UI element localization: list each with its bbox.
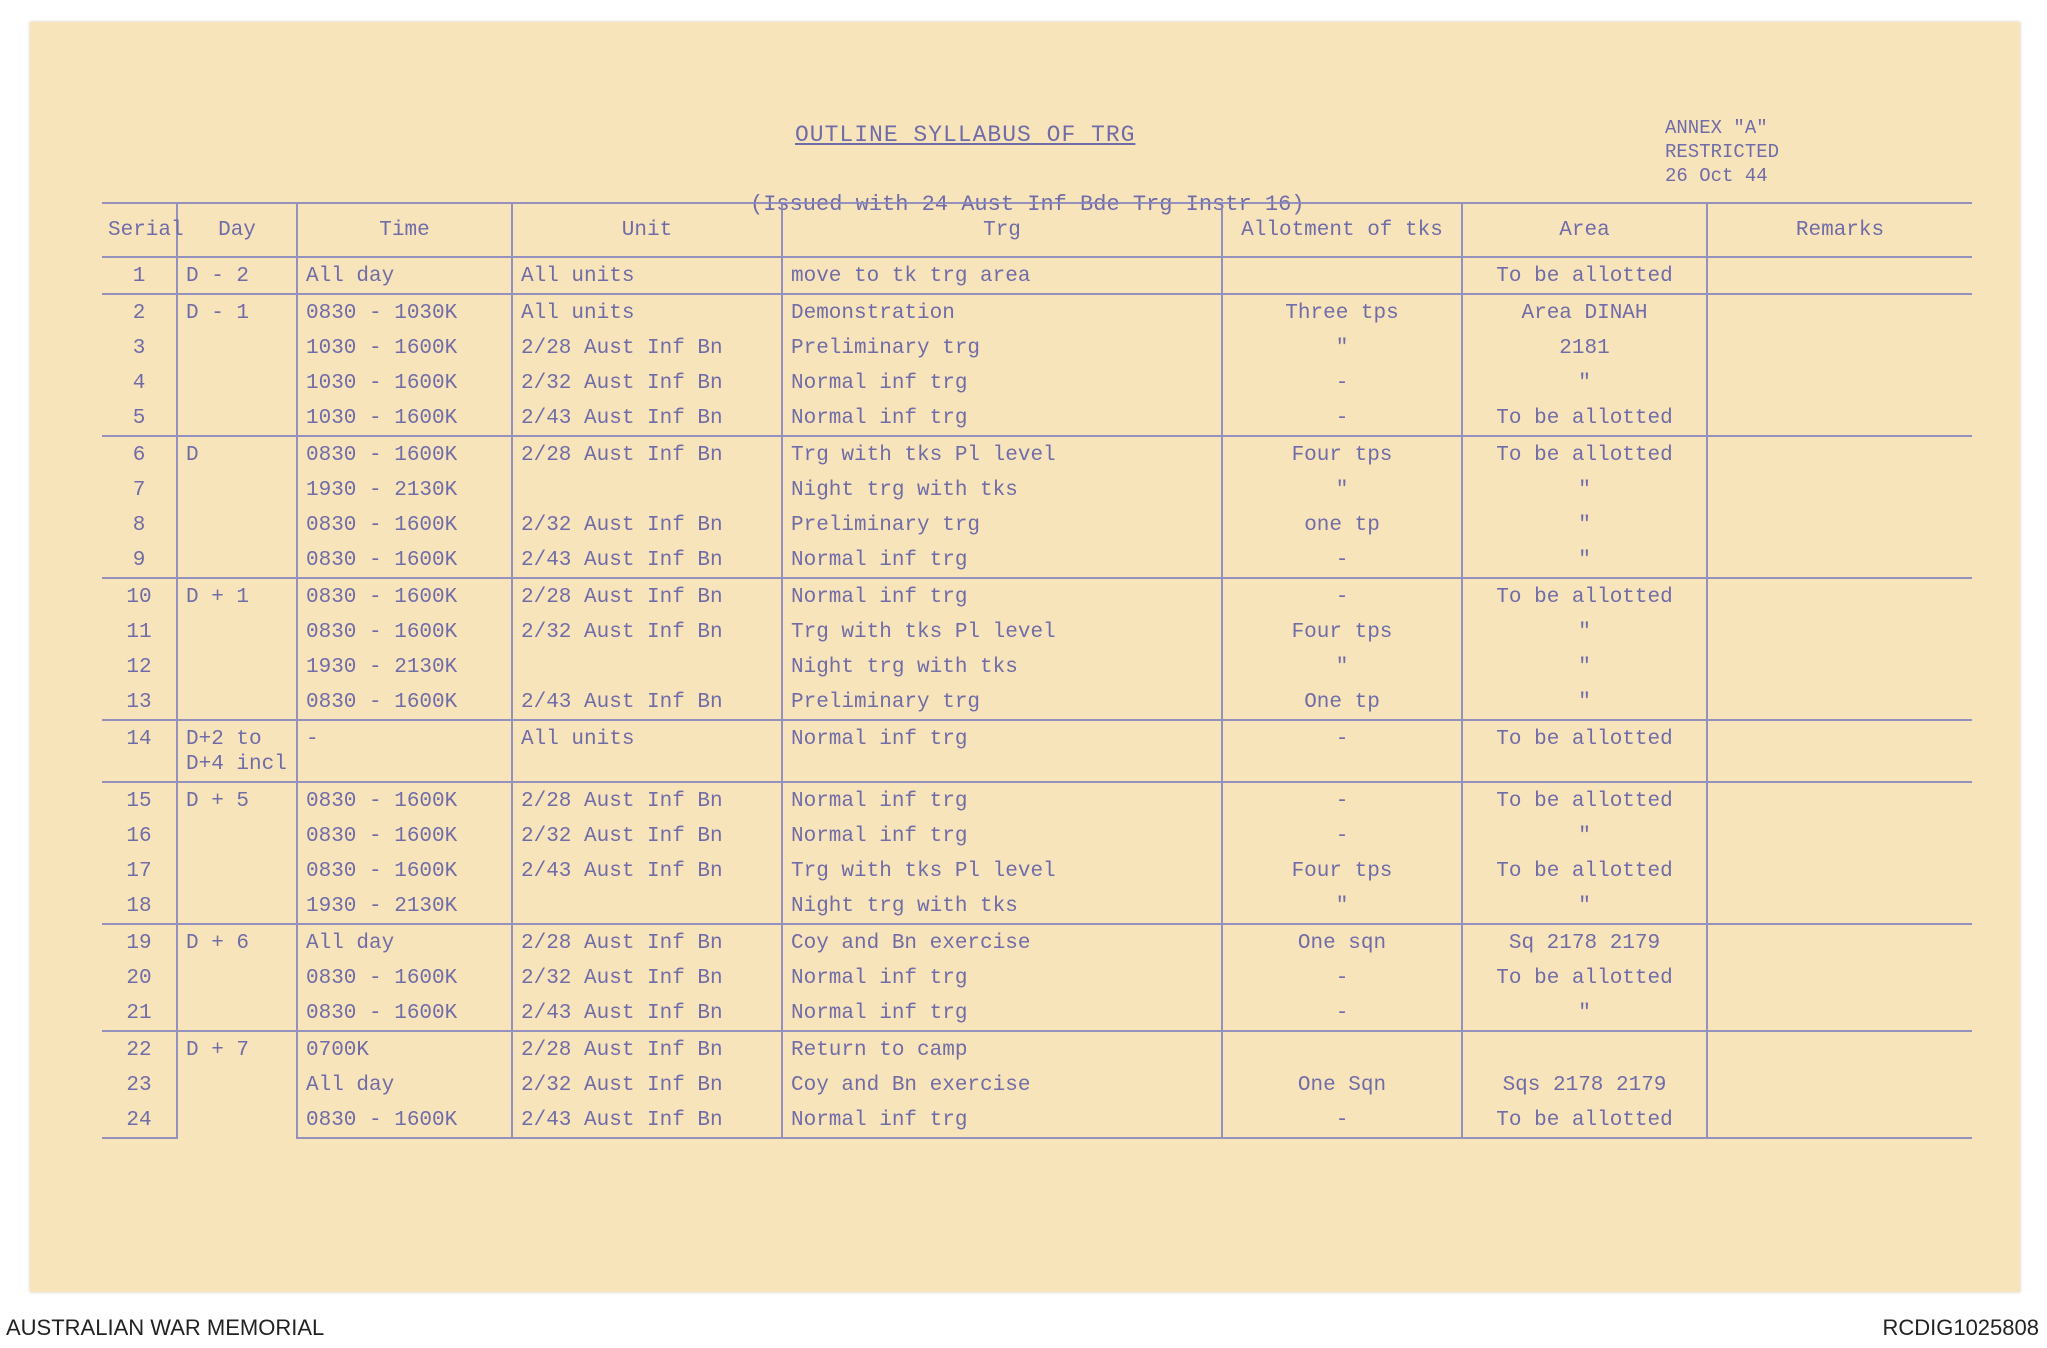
cell-allotment: One Sqn — [1222, 1067, 1462, 1102]
cell-time: 0830 - 1600K — [297, 542, 512, 578]
cell-time: 0830 - 1600K — [297, 995, 512, 1031]
cell-serial: 14 — [102, 720, 177, 782]
table-row — [102, 649, 1972, 684]
cell-remarks — [1707, 888, 1972, 924]
cell-area: " — [1462, 507, 1707, 542]
cell-allotment: - — [1222, 365, 1462, 400]
cell-area: " — [1462, 995, 1707, 1031]
cell-time: 1930 - 2130K — [297, 649, 512, 684]
cell-day: D + 7 — [177, 1031, 297, 1138]
cell-allotment: - — [1222, 720, 1462, 782]
table-row — [102, 507, 1972, 542]
cell-unit: 2/32 Aust Inf Bn — [512, 960, 782, 995]
cell-time: 0830 - 1600K — [297, 960, 512, 995]
table-row — [102, 294, 1972, 330]
cell-allotment: Three tps — [1222, 294, 1462, 330]
table-row — [102, 853, 1972, 888]
cell-unit: 2/28 Aust Inf Bn — [512, 1031, 782, 1067]
cell-time: 1030 - 1600K — [297, 365, 512, 400]
cell-area: To be allotted — [1462, 578, 1707, 614]
cell-day: D+2 to D+4 incl — [177, 720, 297, 782]
table-row — [102, 888, 1972, 924]
cell-unit: 2/28 Aust Inf Bn — [512, 924, 782, 960]
cell-trg: Trg with tks Pl level — [782, 436, 1222, 472]
cell-trg: Night trg with tks — [782, 649, 1222, 684]
cell-unit — [512, 888, 782, 924]
cell-serial: 21 — [126, 1002, 152, 1025]
cell-trg: Return to camp — [782, 1031, 1222, 1067]
cell-remarks — [1707, 960, 1972, 995]
cell-remarks — [1707, 542, 1972, 578]
cell-area: " — [1462, 472, 1707, 507]
cell-remarks — [1707, 1102, 1972, 1138]
table-row — [102, 542, 1972, 578]
cell-serial: 17 — [126, 860, 152, 883]
cell-serial: 18 — [126, 895, 152, 918]
cell-serial: 15 — [102, 782, 177, 818]
table-header-row — [102, 203, 1972, 257]
cell-unit: 2/28 Aust Inf Bn — [512, 578, 782, 614]
cell-trg: Normal inf trg — [782, 782, 1222, 818]
cell-remarks — [1707, 1067, 1972, 1102]
cell-serial: 13 — [126, 691, 152, 714]
cell-area: Sqs 2178 2179 — [1462, 1067, 1707, 1102]
cell-trg: Trg with tks Pl level — [782, 853, 1222, 888]
table-row — [102, 818, 1972, 853]
header-time: Time — [297, 203, 512, 257]
cell-area: To be allotted — [1462, 436, 1707, 472]
table-row — [102, 436, 1972, 472]
cell-remarks — [1707, 436, 1972, 472]
cell-time: 0830 - 1600K — [297, 818, 512, 853]
table-row — [102, 365, 1972, 400]
cell-remarks — [1707, 649, 1972, 684]
cell-remarks — [1707, 853, 1972, 888]
cell-area: To be allotted — [1462, 257, 1707, 294]
cell-day: D - 1 — [177, 294, 297, 436]
cell-area: " — [1462, 365, 1707, 400]
cell-time: 0830 - 1600K — [297, 782, 512, 818]
cell-unit: 2/28 Aust Inf Bn — [512, 330, 782, 365]
header-area: Area — [1462, 203, 1707, 257]
cell-unit: 2/43 Aust Inf Bn — [512, 400, 782, 436]
cell-serial: 5 — [132, 407, 146, 430]
header-remarks: Remarks — [1707, 203, 1972, 257]
cell-area: To be allotted — [1462, 400, 1707, 436]
cell-unit: 2/28 Aust Inf Bn — [512, 436, 782, 472]
table-body — [102, 257, 1972, 1138]
cell-allotment: " — [1222, 330, 1462, 365]
cell-time: 0700K — [297, 1031, 512, 1067]
cell-area: 2181 — [1462, 330, 1707, 365]
cell-allotment: Four tps — [1222, 614, 1462, 649]
cell-remarks — [1707, 782, 1972, 818]
cell-day: D + 6 — [177, 924, 297, 1031]
cell-remarks — [1707, 257, 1972, 294]
cell-trg: Coy and Bn exercise — [782, 1067, 1222, 1102]
footer-source: AUSTRALIAN WAR MEMORIAL — [6, 1315, 325, 1340]
cell-remarks — [1707, 924, 1972, 960]
cell-time: 0830 - 1600K — [297, 853, 512, 888]
cell-area — [1462, 1031, 1707, 1067]
cell-trg: move to tk trg area — [782, 257, 1222, 294]
cell-area: To be allotted — [1462, 960, 1707, 995]
cell-area: " — [1462, 649, 1707, 684]
cell-remarks — [1707, 995, 1972, 1031]
header-serial: Serial — [102, 203, 177, 257]
cell-trg: Preliminary trg — [782, 684, 1222, 720]
cell-unit: 2/28 Aust Inf Bn — [512, 782, 782, 818]
cell-time: 0830 - 1600K — [297, 578, 512, 614]
cell-remarks — [1707, 294, 1972, 330]
header-allotment: Allotment of tks — [1222, 203, 1462, 257]
cell-serial: 3 — [132, 337, 146, 360]
cell-trg: Normal inf trg — [782, 995, 1222, 1031]
cell-trg: Night trg with tks — [782, 472, 1222, 507]
table-row — [102, 1102, 1972, 1138]
cell-trg: Trg with tks Pl level — [782, 614, 1222, 649]
cell-day: D - 2 — [177, 257, 297, 294]
cell-unit: 2/32 Aust Inf Bn — [512, 1067, 782, 1102]
table-row — [102, 614, 1972, 649]
cell-remarks — [1707, 1031, 1972, 1067]
table-row — [102, 960, 1972, 995]
cell-time: All day — [297, 257, 512, 294]
cell-unit: 2/32 Aust Inf Bn — [512, 507, 782, 542]
cell-remarks — [1707, 614, 1972, 649]
cell-time: 1030 - 1600K — [297, 330, 512, 365]
cell-unit: 2/43 Aust Inf Bn — [512, 853, 782, 888]
cell-area: Area DINAH — [1462, 294, 1707, 330]
cell-allotment — [1222, 1031, 1462, 1067]
annex-block — [1665, 116, 1779, 188]
cell-unit: 2/43 Aust Inf Bn — [512, 542, 782, 578]
cell-trg: Normal inf trg — [782, 818, 1222, 853]
cell-remarks — [1707, 365, 1972, 400]
document-date: 26 Oct 44 — [1665, 165, 1768, 187]
cell-allotment: " — [1222, 649, 1462, 684]
cell-unit: 2/43 Aust Inf Bn — [512, 1102, 782, 1138]
cell-unit: 2/32 Aust Inf Bn — [512, 818, 782, 853]
cell-allotment: One tp — [1222, 684, 1462, 720]
document-title: OUTLINE SYLLABUS OF TRG — [795, 122, 1136, 148]
cell-area: " — [1462, 542, 1707, 578]
cell-day: D — [177, 436, 297, 578]
header-day: Day — [177, 203, 297, 257]
cell-unit: All units — [512, 294, 782, 330]
cell-time: 0830 - 1030K — [297, 294, 512, 330]
cell-unit: 2/43 Aust Inf Bn — [512, 995, 782, 1031]
cell-allotment: - — [1222, 1102, 1462, 1138]
cell-area: " — [1462, 614, 1707, 649]
cell-area: " — [1462, 888, 1707, 924]
cell-remarks — [1707, 330, 1972, 365]
cell-time: All day — [297, 924, 512, 960]
cell-remarks — [1707, 472, 1972, 507]
cell-time: All day — [297, 1067, 512, 1102]
cell-unit: All units — [512, 720, 782, 782]
cell-remarks — [1707, 818, 1972, 853]
cell-trg: Normal inf trg — [782, 365, 1222, 400]
cell-remarks — [1707, 578, 1972, 614]
cell-unit: 2/32 Aust Inf Bn — [512, 365, 782, 400]
cell-allotment: " — [1222, 888, 1462, 924]
cell-area: To be allotted — [1462, 853, 1707, 888]
cell-time: 1930 - 2130K — [297, 888, 512, 924]
cell-allotment: one tp — [1222, 507, 1462, 542]
cell-area: To be allotted — [1462, 782, 1707, 818]
cell-serial: 20 — [126, 967, 152, 990]
cell-area: " — [1462, 818, 1707, 853]
cell-serial: 6 — [102, 436, 177, 472]
table-row — [102, 684, 1972, 720]
cell-serial: 19 — [102, 924, 177, 960]
cell-trg: Coy and Bn exercise — [782, 924, 1222, 960]
cell-unit — [512, 649, 782, 684]
cell-time: 0830 - 1600K — [297, 684, 512, 720]
cell-unit: 2/43 Aust Inf Bn — [512, 684, 782, 720]
table-row — [102, 400, 1972, 436]
cell-allotment: Four tps — [1222, 853, 1462, 888]
table-row — [102, 578, 1972, 614]
cell-serial: 1 — [102, 257, 177, 294]
cell-trg: Preliminary trg — [782, 507, 1222, 542]
cell-time: 1930 - 2130K — [297, 472, 512, 507]
cell-allotment: - — [1222, 578, 1462, 614]
cell-serial: 22 — [102, 1031, 177, 1067]
cell-allotment: - — [1222, 542, 1462, 578]
header-trg: Trg — [782, 203, 1222, 257]
cell-unit — [512, 472, 782, 507]
cell-trg: Normal inf trg — [782, 542, 1222, 578]
cell-day: D + 5 — [177, 782, 297, 924]
table-row — [102, 720, 1972, 782]
cell-allotment: - — [1222, 995, 1462, 1031]
cell-serial: 9 — [132, 549, 146, 572]
table-row — [102, 924, 1972, 960]
cell-trg: Normal inf trg — [782, 720, 1222, 782]
cell-serial: 7 — [132, 479, 146, 502]
cell-serial: 10 — [102, 578, 177, 614]
cell-serial: 11 — [126, 621, 152, 644]
footer-id: RCDIG1025808 — [1882, 1315, 2039, 1340]
cell-serial: 12 — [126, 656, 152, 679]
cell-time: 0830 - 1600K — [297, 436, 512, 472]
table-row — [102, 1067, 1972, 1102]
cell-allotment: - — [1222, 782, 1462, 818]
cell-area: To be allotted — [1462, 720, 1707, 782]
cell-serial: 24 — [102, 1102, 177, 1138]
cell-allotment: " — [1222, 472, 1462, 507]
cell-time: 0830 - 1600K — [297, 614, 512, 649]
cell-area: To be allotted — [1462, 1102, 1707, 1138]
table-row — [102, 257, 1972, 294]
cell-trg: Preliminary trg — [782, 330, 1222, 365]
table-row — [102, 330, 1972, 365]
cell-time: - — [297, 720, 512, 782]
cell-unit: All units — [512, 257, 782, 294]
cell-allotment: - — [1222, 400, 1462, 436]
cell-area: " — [1462, 684, 1707, 720]
cell-remarks — [1707, 684, 1972, 720]
cell-trg: Normal inf trg — [782, 400, 1222, 436]
cell-remarks — [1707, 400, 1972, 436]
table-row — [102, 995, 1972, 1031]
cell-allotment: Four tps — [1222, 436, 1462, 472]
cell-unit: 2/32 Aust Inf Bn — [512, 614, 782, 649]
table-row — [102, 472, 1972, 507]
cell-allotment — [1222, 257, 1462, 294]
cell-allotment: - — [1222, 818, 1462, 853]
table-row — [102, 1031, 1972, 1067]
annex-label: ANNEX "A" — [1665, 117, 1768, 139]
cell-area: Sq 2178 2179 — [1462, 924, 1707, 960]
syllabus-table — [102, 202, 1972, 1139]
cell-trg: Normal inf trg — [782, 578, 1222, 614]
classification: RESTRICTED — [1665, 141, 1780, 163]
cell-trg: Normal inf trg — [782, 1102, 1222, 1138]
cell-time: 1030 - 1600K — [297, 400, 512, 436]
cell-serial: 4 — [132, 372, 146, 395]
cell-remarks — [1707, 507, 1972, 542]
cell-serial: 8 — [132, 514, 146, 537]
cell-time: 0830 - 1600K — [297, 507, 512, 542]
cell-serial: 16 — [126, 825, 152, 848]
table-row — [102, 782, 1972, 818]
cell-allotment: - — [1222, 960, 1462, 995]
cell-trg: Night trg with tks — [782, 888, 1222, 924]
cell-serial: 2 — [102, 294, 177, 330]
header-unit: Unit — [512, 203, 782, 257]
document-subtitle: (Issued with 24 Aust Inf Bde Trg Instr 16) — [750, 192, 1305, 217]
cell-time: 0830 - 1600K — [297, 1102, 512, 1138]
cell-day: D + 1 — [177, 578, 297, 720]
cell-trg: Demonstration — [782, 294, 1222, 330]
cell-remarks — [1707, 720, 1972, 782]
cell-serial: 23 — [126, 1074, 152, 1097]
cell-allotment: One sqn — [1222, 924, 1462, 960]
cell-trg: Normal inf trg — [782, 960, 1222, 995]
